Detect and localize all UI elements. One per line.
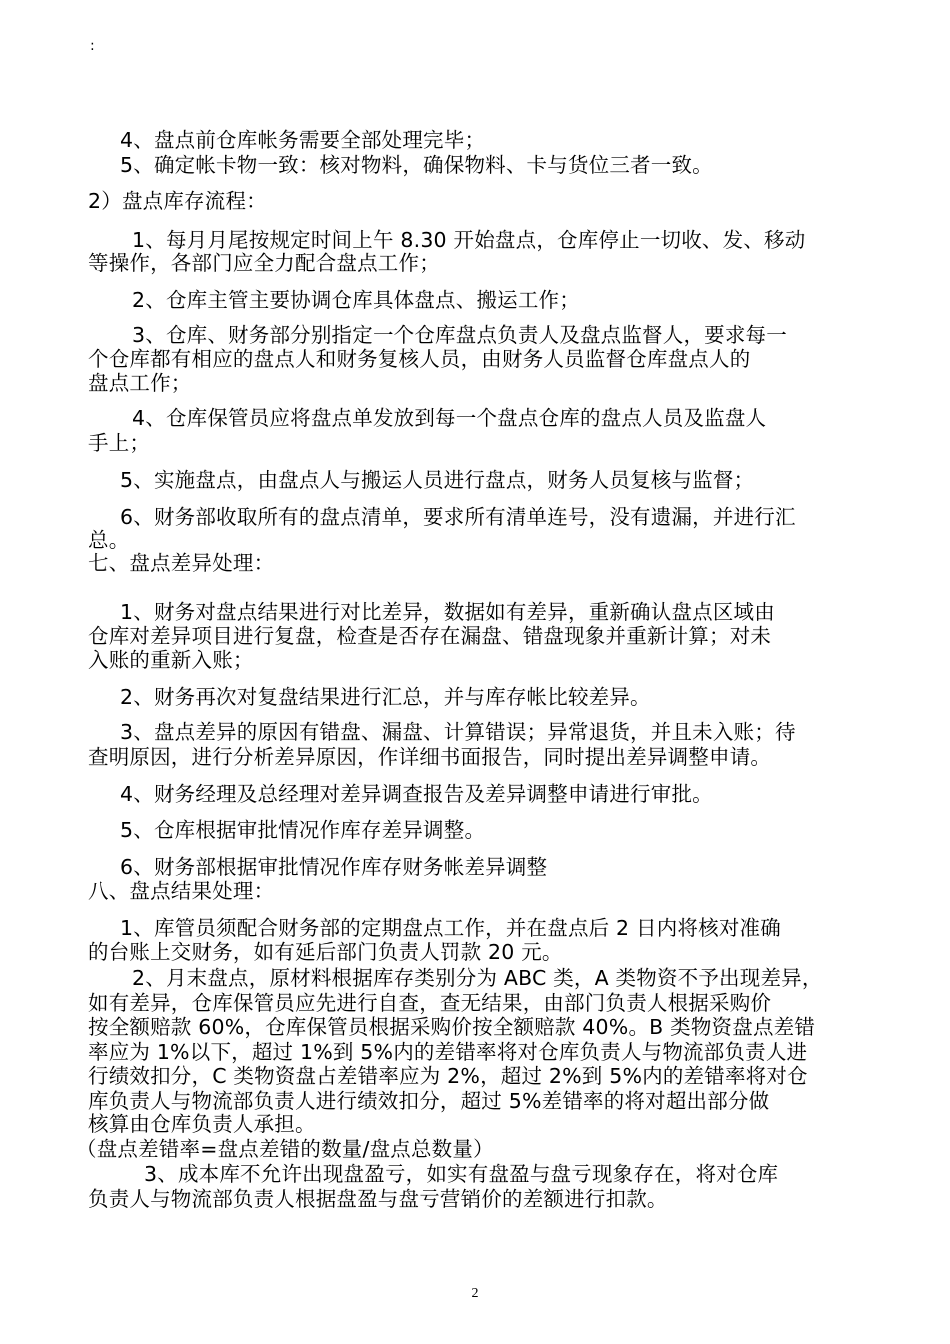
text-line: 6、财务部根据审批情况作库存财务帐差异调整 [120, 855, 548, 879]
text-line: 3、盘点差异的原因有错盘、漏盘、计算错误；异常退货，并且未入账；待 [120, 720, 796, 744]
text-line: 2、财务再次对复盘结果进行汇总，并与库存帐比较差异。 [120, 685, 651, 709]
page-number: 2 [471, 1286, 479, 1301]
text-line: 盘点工作； [88, 371, 192, 395]
text-line: 4、财务经理及总经理对差异调查报告及差异调整申请进行审批。 [120, 782, 713, 806]
text-line: 仓库对差异项目进行复盘，检查是否存在漏盘、错盘现象并重新计算；对未 [88, 624, 772, 648]
text-line: 1、每月月尾按规定时间上午 8.30 开始盘点，仓库停止一切收、发、移动 [132, 228, 806, 252]
text-line: 负责人与物流部负责人根据盘盈与盘亏营销价的差额进行扣款。 [88, 1187, 668, 1211]
text-line: 核算由仓库负责人承担。 [88, 1112, 316, 1136]
text-line: 个仓库都有相应的盘点人和财务复核人员，由财务人员监督仓库盘点人的 [88, 347, 751, 371]
text-line: 库负责人与物流部负责人进行绩效扣分，超过 5%差错率的将对超出部分做 [88, 1089, 770, 1113]
text-line: 如有差异，仓库保管员应先进行自查，查无结果，由部门负责人根据采购价 [88, 991, 772, 1015]
text-line: 总。 [88, 528, 130, 552]
section-heading: 七、盘点差异处理： [88, 551, 275, 575]
text-line: 按全额赔款 60%，仓库保管员根据采购价按全额赔款 40%。B 类物资盘点差错 [88, 1015, 816, 1039]
text-line: 4、盘点前仓库帐务需要全部处理完毕； [120, 128, 486, 152]
text-line: 行绩效扣分，C 类物资盘占差错率应为 2%，超过 2%到 5%内的差错率将对仓 [88, 1064, 808, 1088]
text-line: 5、仓库根据审批情况作库存差异调整。 [120, 818, 486, 842]
text-line: 1、财务对盘点结果进行对比差异，数据如有差异，重新确认盘点区域由 [120, 600, 775, 624]
text-line: 的台账上交财务，如有延后部门负责人罚款 20 元。 [88, 940, 563, 964]
text-line: 3、仓库、财务部分别指定一个仓库盘点负责人及盘点监督人，要求每一 [132, 323, 787, 347]
text-line: 2、月末盘点，原材料根据库存类别分为 ABC 类，A 类物资不予出现差异， [132, 966, 823, 990]
text-line: 手上； [88, 431, 151, 455]
section-heading: 2）盘点库存流程： [88, 189, 267, 213]
formula-line: （盘点差错率=盘点差错的数量/盘点总数量） [76, 1137, 494, 1161]
text-line: 5、确定帐卡物一致：核对物料，确保物料、卡与货位三者一致。 [120, 153, 713, 177]
text-line: 6、财务部收取所有的盘点清单，要求所有清单连号，没有遗漏，并进行汇 [120, 505, 796, 529]
text-line: 3、成本库不允许出现盘盈亏，如实有盘盈与盘亏现象存在，将对仓库 [144, 1162, 779, 1186]
section-heading: 八、盘点结果处理： [88, 879, 275, 903]
text-line: 入账的重新入账； [88, 648, 254, 672]
text-line: 1、库管员须配合财务部的定期盘点工作，并在盘点后 2 日内将核对准确 [120, 916, 781, 940]
top-marker: : [90, 38, 95, 54]
text-line: 4、仓库保管员应将盘点单发放到每一个盘点仓库的盘点人员及监盘人 [132, 406, 767, 430]
text-line: 5、实施盘点，由盘点人与搬运人员进行盘点，财务人员复核与监督； [120, 468, 755, 492]
text-line: 查明原因，进行分析差异原因，作详细书面报告，同时提出差异调整申请。 [88, 745, 772, 769]
text-line: 等操作，各部门应全力配合盘点工作； [88, 251, 440, 275]
text-line: 率应为 1%以下，超过 1%到 5%内的差错率将对仓库负责人与物流部负责人进 [88, 1040, 808, 1064]
text-line: 2、仓库主管主要协调仓库具体盘点、搬运工作； [132, 288, 580, 312]
